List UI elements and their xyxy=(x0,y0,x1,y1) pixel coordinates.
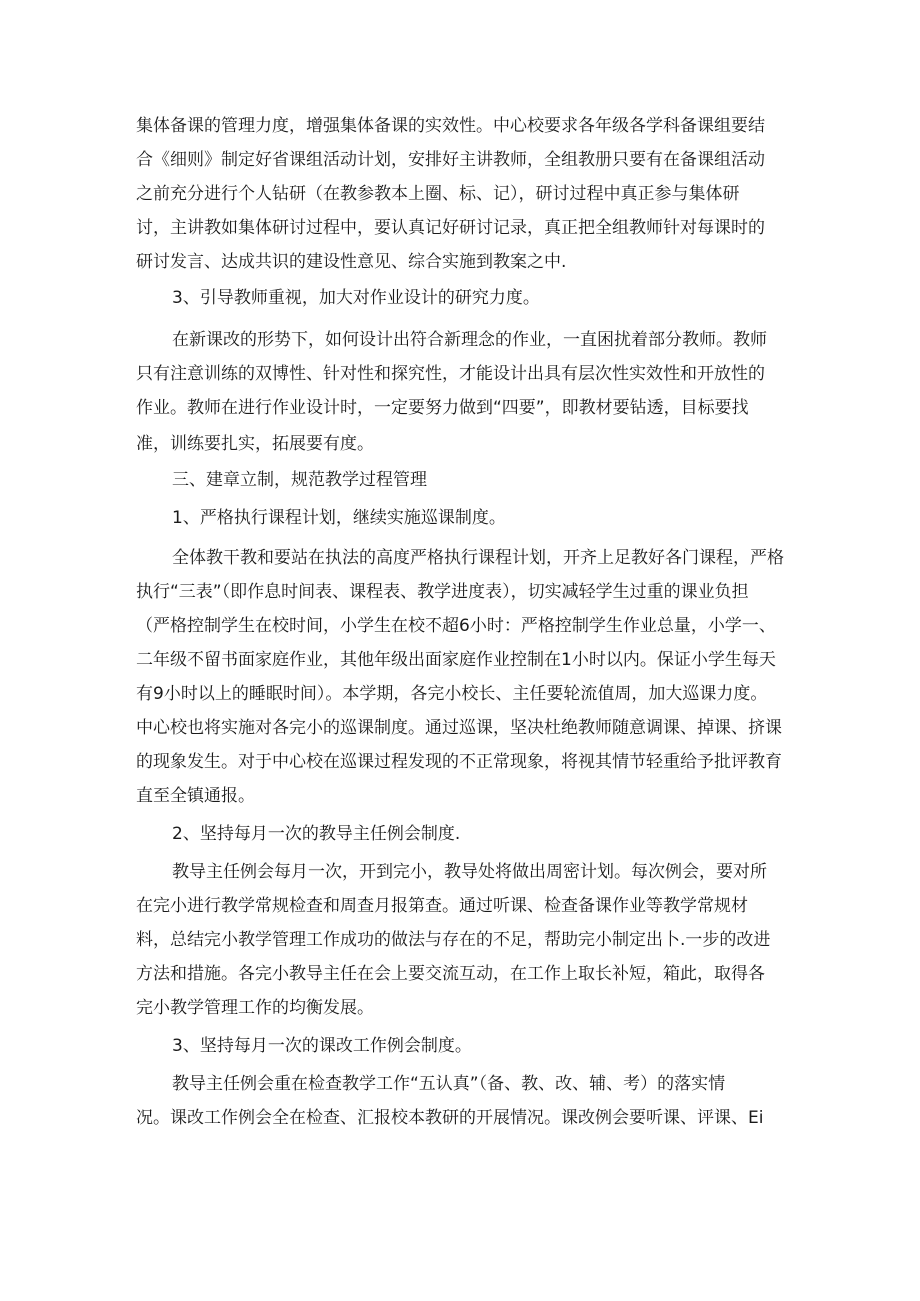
section-heading: 三、建章立制，规范教学过程管理 xyxy=(172,470,427,490)
text-line: 执行“三表”（即作息时间表、课程表、教学进度表），切实减轻学生过重的课业负担 xyxy=(136,582,749,602)
text-line: 方法和措施。各完小教导主任在会上要交流互动，在工作上取长补短，箱此，取得各 xyxy=(136,964,765,984)
text-line: 作业。教师在进行作业设计时，一定要努力做到“四要”，即教材要钻透，目标要找 xyxy=(136,398,749,418)
text-line: 二年级不留书面家庭作业，其他年级出面家庭作业控制在1小时以内。保证小学生每天 xyxy=(136,650,776,670)
text-line: 准，训练要扎实，拓展要有度。 xyxy=(136,434,374,454)
text-line: 中心校也将实施对各完小的巡课制度。通过巡课，坚决杜绝教师随意调课、掉课、挤课 xyxy=(136,718,782,738)
section-heading: 2、坚持每月一次的教导主任例会制度. xyxy=(172,824,461,844)
text-line: 研讨发言、达成共识的建设性意见、综合实施到教案之中. xyxy=(136,252,567,272)
text-line: 集体备课的管理力度，增强集体备课的实效性。中心校要求各年级各学科备课组要结 xyxy=(136,116,765,136)
text-line: 在新课改的形势下，如何设计出符合新理念的作业，一直困扰着部分教师。教师 xyxy=(172,330,767,350)
text-line: 教导主任例会重在检查教学工作“五认真”（备、教、改、辅、考）的落实情 xyxy=(172,1074,726,1094)
text-line: 教导主任例会每月一次，开到完小，教导处将做出周密计划。每次例会，要对所 xyxy=(172,862,767,882)
text-line: 的现象发生。对于中心校在巡课过程发现的不正常现象，将视其情节轻重给予批评教育 xyxy=(136,752,782,772)
text-line: 完小教学管理工作的均衡发展。 xyxy=(136,998,374,1018)
section-heading: 3、坚持每月一次的课改工作例会制度。 xyxy=(172,1036,472,1056)
text-line: 全体教干教和要站在执法的高度严格执行课程计划，开齐上足教好各门课程，严格 xyxy=(172,548,784,568)
text-line: 在完小进行教学常规检查和周查月报第查。通过听课、检查备课作业等教学常规材 xyxy=(136,896,748,916)
text-line: 讨，主讲教如集体研讨过程中，要认真记好研讨记录，真正把全组教师针对每课时的 xyxy=(136,218,765,238)
text-line: 况。课改工作例会全在检查、汇报校本教研的开展情况。课改例会要听课、评课、Ei xyxy=(136,1108,764,1128)
text-line: 料，总结完小教学管理工作成功的做法与存在的不足，帮助完小制定出卜.一步的改进 xyxy=(136,930,771,950)
text-line: （严格控制学生在校时间，小学生在校不超6小时：严格控制学生作业总量，小学一、 xyxy=(136,616,776,636)
text-line: 直至全镇通报。 xyxy=(136,786,255,806)
text-line: 只有注意训练的双博性、针对性和探究性，才能设计出具有层次性实效性和开放性的 xyxy=(136,364,765,384)
section-heading: 1、严格执行课程计划，继续实施巡课制度。 xyxy=(172,508,506,528)
text-line: 有9小时以上的睡眠时间）。本学期，各完小校长、主任要轮流值周，加大巡课力度。 xyxy=(136,684,768,704)
text-line: 合《细则》制定好省课组活动计划，安排好主讲教师，全组教册只要有在备课组活动 xyxy=(136,150,765,170)
text-line: 之前充分进行个人钻研（在教参教本上圈、标、记），研讨过程中真正参与集体研 xyxy=(136,184,740,204)
section-heading: 3、引导教师重视，加大对作业设计的研究力度。 xyxy=(172,288,540,308)
